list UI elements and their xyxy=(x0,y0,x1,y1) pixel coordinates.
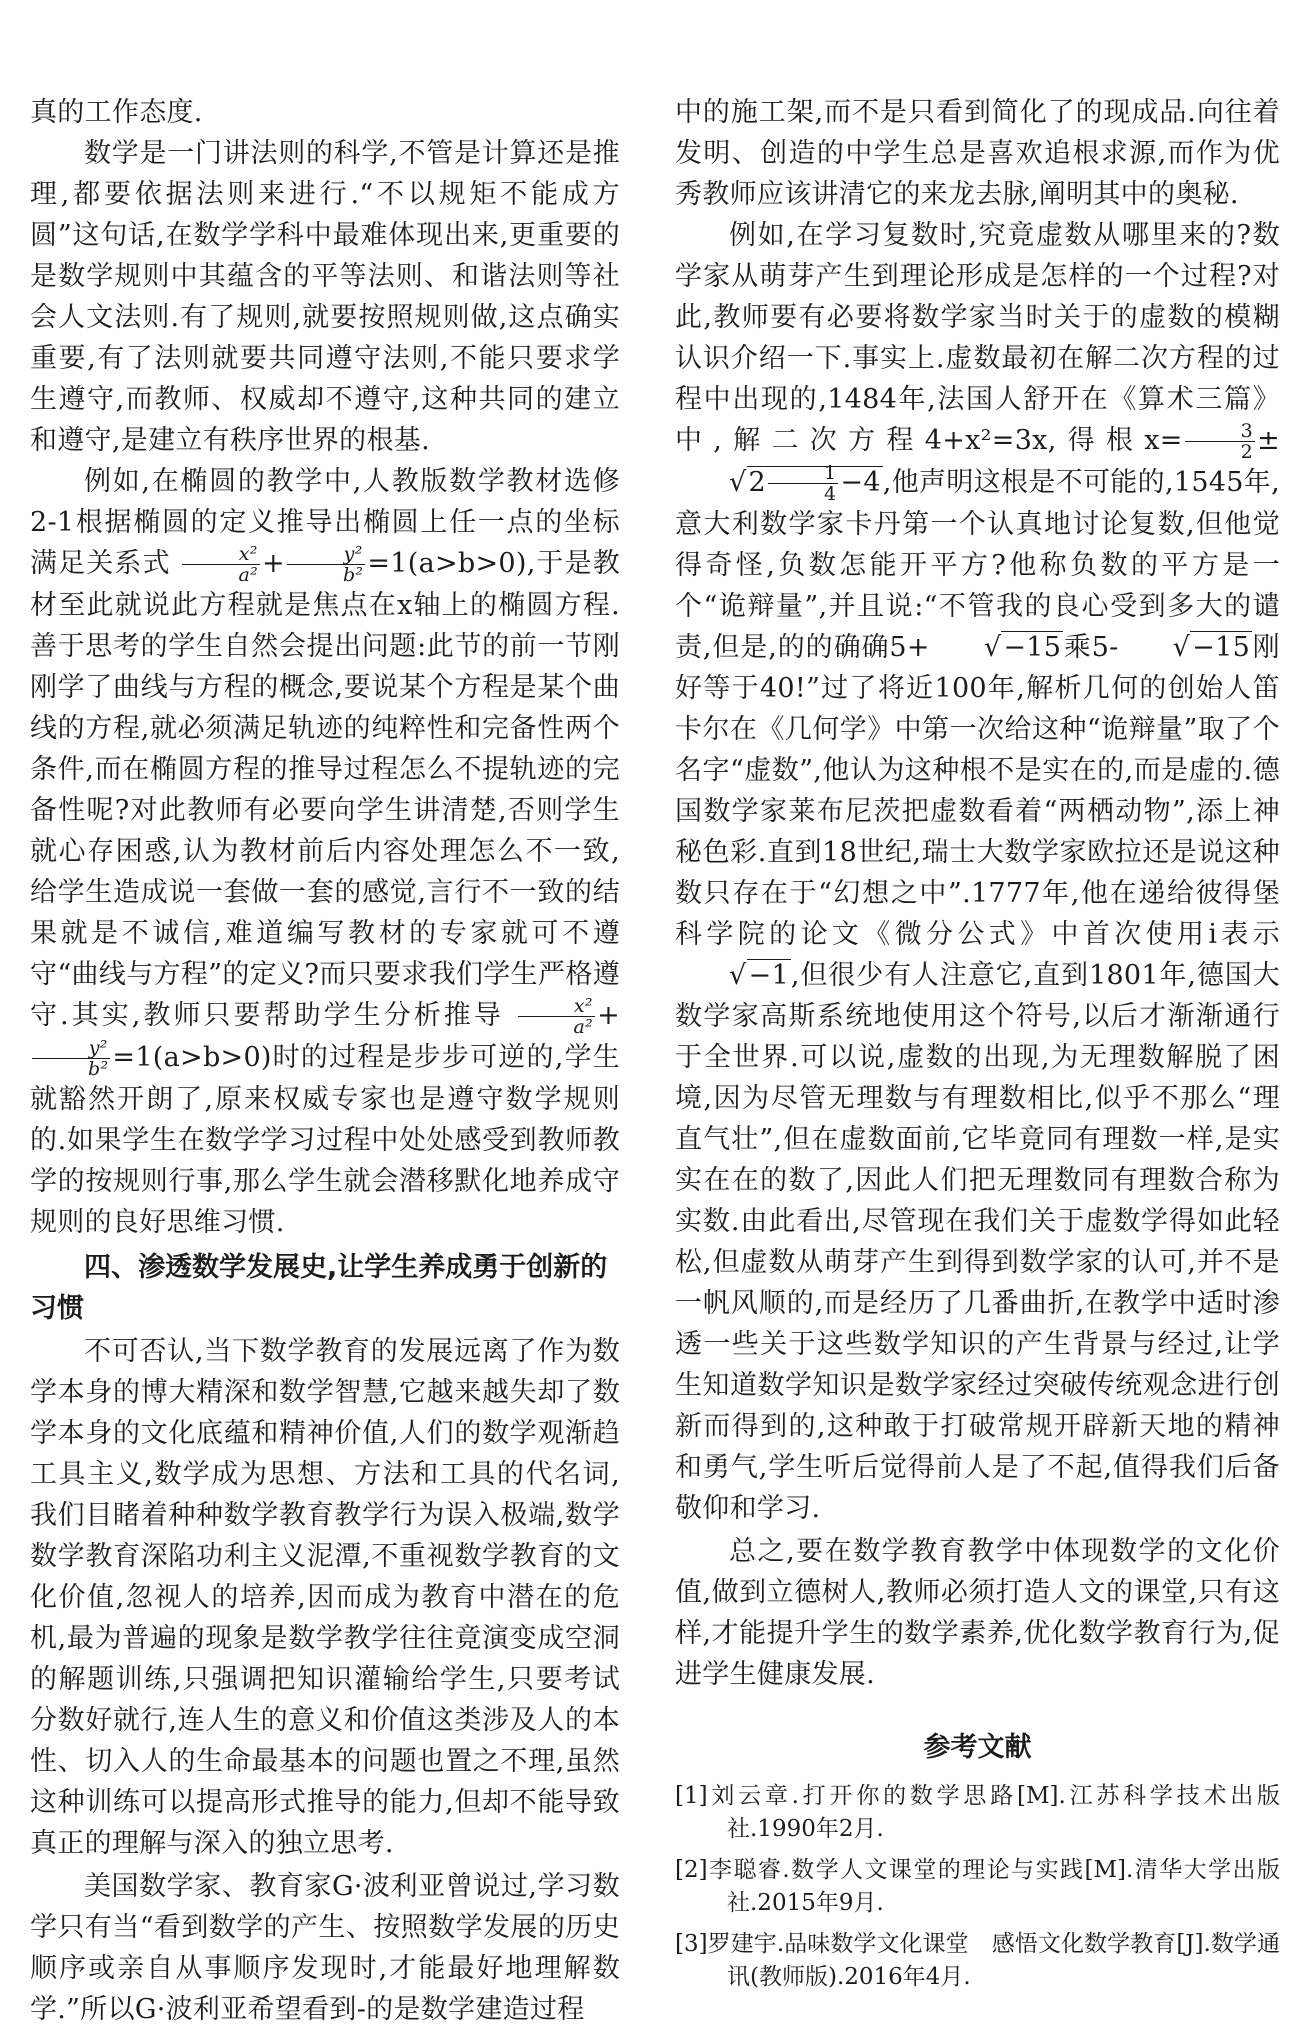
right-column xyxy=(675,92,1280,2002)
paragraph-text: =1(a>b>0)时的过程是步步可逆的,学生就豁然开朗了,原来权威专家也是遵守数学规则的.如果学生在数学学习过程中处处感受到教师教学的按规则行事,那么学生就会潜移默化地养成守规则的良好思维习惯. xyxy=(30,1042,620,1238)
paragraph-complex-numbers: 例如,在学习复数时,究竟虚数从哪里来的?数学家从萌芽产生到理论形成是怎样的一个过程?对此,教师要有必要将数学家当时关于的虚数的模糊认识介绍一下.事实上.虚数最初在解二次方程的过程中出现的,1484年,法国人舒开在《算术三篇》中,解二次方程4+x²=3x,得根x= $\frac{3}{2}$ ± √2 $\frac{1}{4}$ −4,他声明这根是不可能的,1545年,意大利数学家卡丹第一个认真地讨论复数,但他觉得奇怪,负数怎能开平方?他称负数的平方是一个“诡辩量”,并且说:“不管我的良心受到多大的谴责,但是,的的确确5+ √−15乘5- √−15刚好等于40!”过了将近100年,解析几何的创始人笛卡尔在《几何学》中第一次给这种“诡辩量”取了个名字“虚数”,他认为这种根不是实在的,而是虚的.德国数学家莱布尼茨把虚数看着“两栖动物”,添上神秘色彩.直到18世纪,瑞士大数学家欧拉还是说这种数只存在于“幻想之中”.1777年,他在递给彼得堡科学院的论文《微分公式》中首次使用i表示√−1,但很少有人注意它,直到1801年,德国大数学家高斯系统地使用这个符号,以后才渐渐通行于全世界.可以说,虚数的出现,为无理数解脱了困境,因为尽管无理数与有理数相比,似乎不那么“理直气壮”,但在虚数面前,它毕竟同有理数一样,是实实在在的数了,因此人们把无理数同有理数合称为实数.由此看出,尽管现在我们关于虚数学得如此轻松,但虚数从萌芽产生到得到数学家的认可,并不是一帆风顺的,而是经历了几番曲折,在教学中适时渗透一些关于这些数学知识的产生背景与经过,让学生知道数学知识是数学家经过突破传统观念进行创新而得到的,这种敢于打破常规开辟新天地的精神和勇气,学生听后觉得前人是了不起,值得我们后备敬仰和学习. xyxy=(675,220,1280,1524)
sqrt-neg15: √−15 xyxy=(1172,632,1251,663)
paragraph-conclusion: 总之,要在数学教育教学中体现数学的文化价值,做到立德树人,教师必须打造人文的课堂,只有这样,才能提升学生的数学素养,优化数学教育行为,促进学生健康发展. xyxy=(675,1536,1280,1690)
fraction-x2-a2: $\frac{\text{x²}}{\text{a²}}$ xyxy=(182,544,260,585)
left-column xyxy=(30,92,620,2030)
fraction-x2-a2: $\frac{\text{x²}}{\text{a²}}$ xyxy=(518,996,596,1037)
reference-item: [3]罗建宇.品味数学文化课堂 感悟文化数学教育[J].数学通讯(教师版).2016年4月. xyxy=(675,1931,1280,1990)
paragraph-text: 例如,在椭圆的教学中,人教版数学教材选修2-1根据椭圆的定义推导出椭圆上任一点的坐标满足关系式 xyxy=(30,466,620,579)
sqrt-neg1: √−1 xyxy=(729,960,789,991)
paragraph: 不可否认,当下数学教育的发展远离了作为数学本身的博大精深和数学智慧,它越来越失却了数学本身的文化底蕴和精神价值,人们的数学观渐趋工具主义,数学成为思想、方法和工具的代名词,我们目睹着种种数学教育教学行为误入极端,数学数学教育深陷功利主义泥潭,不重视数学教育的文化价值,忽视人的培养,因而成为教育中潜在的危机,最为普遍的现象是数学教学往往竟演变成空洞的解题训练,只强调把知识灌输给学生,只要考试分数好就行,连人生的意义和价值这类涉及人的本性、切入人的生命最基本的问题也置之不理,虽然这种训练可以提高形式推导的能力,但却不能导致真正的理解与深入的独立思考. xyxy=(30,1336,620,1859)
fraction-1-4: $\frac{1}{4}$ xyxy=(768,463,838,504)
paragraph: 美国数学家、教育家G·波利亚曾说过,学习数学只有当“看到数学的产生、按照数学发展的历史顺序或亲自从事顺序发现时,才能最好地理解数学.”所以G·波利亚希望看到-的是数学建造过程 xyxy=(30,1871,620,2025)
references-title: 参考文献 xyxy=(923,1732,1032,1763)
reference-item: [1]刘云章.打开你的数学思路[M].江苏科学技术出版社.1990年2月. xyxy=(675,1783,1280,1842)
sqrt-expression: √2 $\frac{1}{4}$ −4 xyxy=(729,462,881,505)
sqrt-neg15: √−15 xyxy=(983,632,1062,663)
paragraph: 数学是一门讲法则的科学,不管是计算还是推理,都要依据法则来进行.“不以规矩不能成方圆”这句话,在数学学科中最难体现出来,更重要的是数学规则中其蕴含的平等法则、和谐法则等社会人文法则.有了规则,就要按照规则做,这点确实重要,有了法则就要共同遵守法则,不能只要求学生遵守,而教师、权威却不遵守,这种共同的建立和遵守,是建立有秩序世界的根基. xyxy=(30,138,620,456)
paragraph: 真的工作态度. xyxy=(30,97,203,128)
reference-item: [2]李聪睿.数学人文课堂的理论与实践[M].清华大学出版社.2015年9月. xyxy=(675,1857,1280,1916)
section-heading: 四、渗透数学发展史,让学生养成勇于创新的习惯 xyxy=(30,1252,608,1324)
paragraph-ellipse-example: 例如,在椭圆的教学中,人教版数学教材选修2-1根据椭圆的定义推导出椭圆上任一点的坐标满足关系式 $\frac{\text{x²}}{\text{a²}}$ + $\frac{\text{y²}}{\text{b²}}$ =1(a>b>0),于是教材至此就说此方程就是焦点在x轴上的椭圆方程.善于思考的学生自然会提出问题:此节的前一节刚刚学了曲线与方程的概念,要说某个方程是某个曲线的方程,就必须满足轨迹的纯粹性和完备性两个条件,而在椭圆方程的推导过程怎么不提轨迹的完备性呢?对此教师有必要向学生讲清楚,否则学生就心存困惑,认为教材前后内容处理怎么不一致,给学生造成说一套做一套的感觉,言行不一致的结果就是不诚信,难道编写教材的专家就可不遵守“曲线与方程”的定义?而只要求我们学生严格遵守.其实,教师只要帮助学生分析推导 $\frac{\text{x²}}{\text{a²}}$ + $\frac{\text{y²}}{\text{b²}}$ =1(a>b>0)时的过程是步步可逆的,学生就豁然开朗了,原来权威专家也是遵守数学规则的.如果学生在数学学习过程中处处感受到教师教学的按规则行事,那么学生就会潜移默化地养成守规则的良好思维习惯. xyxy=(30,466,621,1238)
paragraph-text: =1(a>b>0),于是教材至此就说此方程就是焦点在x轴上的椭圆方程.善于思考的学生自然会提出问题:此节的前一节刚刚学了曲线与方程的概念,要说某个方程是某个曲线的方程,就必须满足轨迹的纯粹性和完备性两个条件,而在椭圆方程的推导过程怎么不提轨迹的完备性呢?对此教师有必要向学生讲清楚,否则学生就心存困惑,认为教材前后内容处理怎么不一致,给学生造成说一套做一套的感觉,言行不一致的结果就是不诚信,难道编写教材的专家就可不遵守“曲线与方程”的定义?而只要求我们学生严格遵守.其实,教师只要帮助学生分析推导 xyxy=(30,548,621,1031)
fraction-y2-b2: $\frac{\text{y²}}{\text{b²}}$ xyxy=(287,544,365,585)
fraction-3-2: $\frac{3}{2}$ xyxy=(1185,421,1255,462)
paragraph: 中的施工架,而不是只看到简化了的现成品.向往着发明、创造的中学生总是喜欢追根求源,而作为优秀教师应该讲清它的来龙去脉,阐明其中的奥秘. xyxy=(675,97,1280,210)
fraction-y2-b2: $\frac{\text{y²}}{\text{b²}}$ xyxy=(32,1038,110,1079)
references-list xyxy=(675,1780,1280,1994)
